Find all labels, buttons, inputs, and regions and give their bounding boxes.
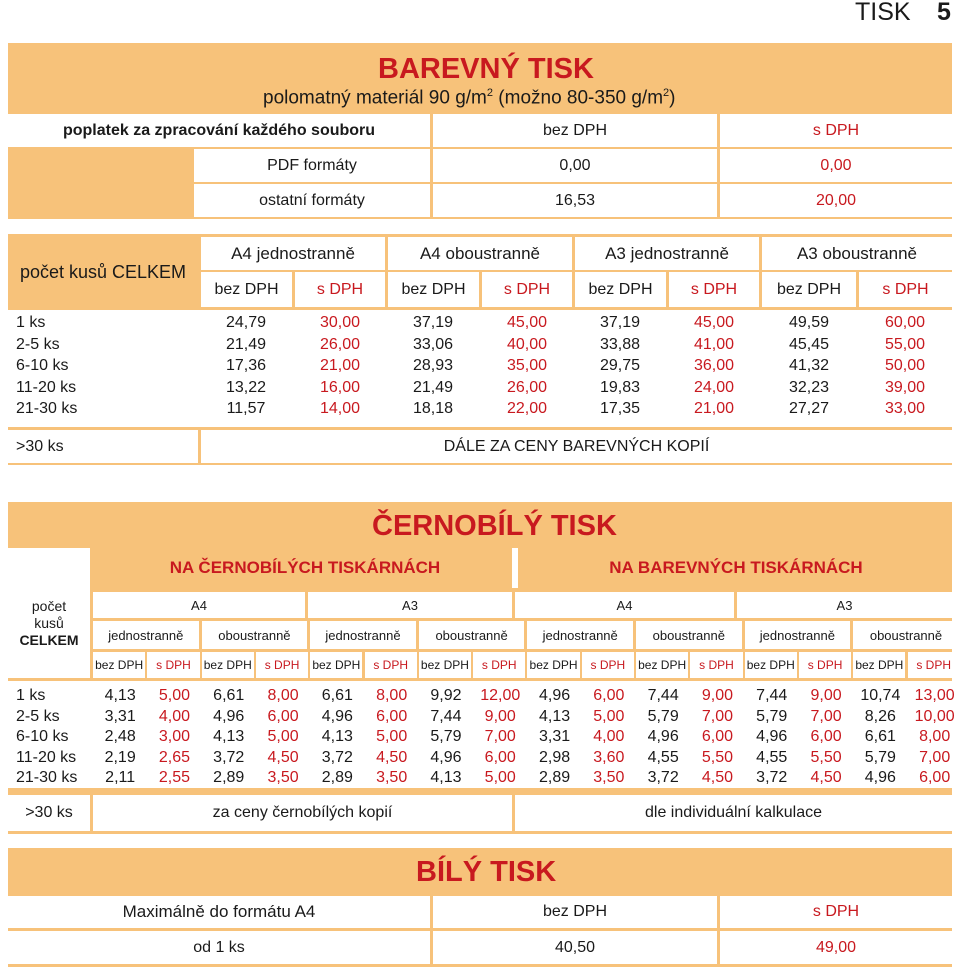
qty-label: 6-10 ks	[16, 357, 69, 374]
price-without-vat: 3,72	[756, 769, 788, 786]
price-with-vat: 7,00	[810, 707, 842, 725]
col-bez: bez DPH	[93, 652, 145, 678]
price-without-vat: 3,72	[647, 769, 679, 786]
price-without-vat: 2,89	[538, 769, 571, 786]
price-with-vat: 12,00	[480, 687, 521, 704]
price-with-vat: 41,00	[693, 335, 735, 353]
price-without-vat: 4,96	[430, 748, 462, 766]
price-with-vat: 9,00	[701, 687, 734, 704]
bw-qty-header: počet kusů CELKEM	[19, 598, 79, 648]
price-without-vat: 4,96	[647, 728, 679, 745]
fee-row-pdf	[8, 149, 952, 182]
white-header-row	[8, 896, 952, 928]
price-without-vat: 33,06	[412, 335, 454, 353]
price-with-vat: 9,00	[484, 707, 516, 725]
price-without-vat: 4,13	[213, 728, 245, 745]
price-without-vat: 4,13	[430, 769, 462, 786]
col-s: s DPH	[799, 652, 851, 678]
price-without-vat: 2,89	[321, 769, 353, 786]
price-with-vat: 3,50	[267, 769, 299, 786]
col-s: s DPH	[859, 272, 952, 307]
col-s: s DPH	[482, 272, 572, 307]
side-header: oboustranně	[853, 621, 959, 649]
price-without-vat: 4,55	[756, 748, 788, 766]
price-with-vat: 50,00	[884, 357, 926, 374]
white-price-row	[8, 931, 952, 964]
price-without-vat: 28,93	[412, 357, 454, 374]
format-a4-double: A4 oboustranně	[388, 237, 572, 270]
price-with-vat: 6,00	[484, 748, 516, 766]
price-with-vat: 16,00	[319, 378, 361, 396]
white-max-label: Maximálně do formátu A4	[8, 896, 430, 928]
price-with-vat: 6,00	[593, 687, 625, 704]
price-with-vat: 5,00	[593, 707, 625, 725]
price-without-vat: 2,98	[538, 748, 571, 766]
price-with-vat: 5,00	[376, 728, 408, 745]
col-s: s DPH	[147, 652, 199, 678]
qty-label: 6-10 ks	[16, 728, 69, 745]
price-without-vat: 24,79	[225, 314, 267, 331]
size-header: A4	[515, 592, 734, 618]
col-s: s DPH	[908, 652, 960, 678]
fee-value-s: 0,00	[720, 149, 952, 182]
price-with-vat: 5,00	[267, 728, 299, 745]
price-without-vat: 3,31	[538, 728, 571, 745]
price-with-vat: 24,00	[693, 378, 735, 396]
price-without-vat: 7,44	[647, 687, 679, 704]
price-with-vat: 40,00	[506, 335, 548, 353]
col-bez: bez DPH	[310, 652, 362, 678]
qty-label: 11-20 ks	[16, 748, 77, 766]
price-with-vat: 13,00	[914, 687, 955, 704]
price-without-vat: 41,32	[788, 357, 830, 374]
price-with-vat: 4,50	[810, 769, 842, 786]
price-with-vat: 4,50	[701, 769, 734, 786]
price-with-vat: 10,00	[914, 707, 955, 725]
price-with-vat: 36,00	[693, 357, 735, 374]
white-value-s: 49,00	[720, 931, 952, 964]
price-without-vat: 5,79	[756, 707, 788, 725]
price-with-vat: 21,00	[319, 357, 361, 374]
qty-label: 11-20 ks	[16, 378, 77, 396]
price-without-vat: 4,13	[538, 707, 571, 725]
fee-value-s: 20,00	[720, 184, 952, 217]
price-without-vat: 29,75	[599, 357, 641, 374]
white-col-s: s DPH	[720, 896, 952, 928]
qty-label: 1 ks	[16, 314, 46, 331]
price-without-vat: 2,48	[104, 728, 136, 745]
side-header: jednostranně	[745, 621, 851, 649]
price-with-vat: 4,00	[593, 728, 625, 745]
price-without-vat: 27,27	[788, 400, 830, 417]
col-bez: bez DPH	[419, 652, 471, 678]
price-without-vat: 7,44	[430, 707, 462, 725]
fee-col-bez: bez DPH	[433, 114, 717, 147]
col-bez: bez DPH	[636, 652, 688, 678]
price-with-vat: 8,00	[919, 728, 951, 745]
page-header-title: TISK	[855, 0, 911, 26]
fee-value-bez: 0,00	[433, 149, 717, 182]
size-header: A3	[737, 592, 952, 618]
price-with-vat: 21,00	[693, 400, 735, 417]
qty-label: 21-30 ks	[16, 769, 78, 786]
price-with-vat: 3,50	[593, 769, 625, 786]
price-with-vat: 45,00	[506, 314, 548, 331]
format-a3-single: A3 jednostranně	[575, 237, 759, 270]
white-value-bez: 40,50	[433, 931, 717, 964]
col-bez: bez DPH	[202, 652, 254, 678]
over30-bw-text: za ceny černobílých kopií	[93, 795, 512, 831]
price-with-vat: 3,50	[376, 769, 408, 786]
price-with-vat: 6,00	[810, 728, 842, 745]
color-print-title: BAREVNÝ TISK	[378, 53, 594, 85]
price-without-vat: 37,19	[599, 314, 641, 331]
col-s: s DPH	[365, 652, 417, 678]
size-header: A3	[308, 592, 512, 618]
price-without-vat: 4,96	[213, 707, 245, 725]
price-with-vat: 39,00	[884, 378, 926, 396]
col-bez: bez DPH	[575, 272, 666, 307]
price-with-vat: 55,00	[884, 335, 926, 353]
col-bez: bez DPH	[745, 652, 797, 678]
price-with-vat: 26,00	[506, 378, 548, 396]
col-s: s DPH	[295, 272, 385, 307]
price-with-vat: 4,50	[376, 748, 408, 766]
price-without-vat: 4,96	[756, 728, 788, 745]
price-without-vat: 21,49	[412, 378, 454, 396]
price-without-vat: 3,72	[321, 748, 353, 766]
price-with-vat: 4,50	[267, 748, 299, 766]
price-with-vat: 14,00	[319, 400, 361, 417]
bw-over30-row	[8, 795, 952, 831]
price-without-vat: 49,59	[788, 314, 830, 331]
price-without-vat: 3,31	[104, 707, 136, 725]
price-without-vat: 17,36	[225, 357, 267, 374]
qty-label: 2-5 ks	[16, 335, 60, 353]
price-without-vat: 3,72	[213, 748, 245, 766]
price-with-vat: 6,00	[919, 769, 951, 786]
col-s: s DPH	[690, 652, 742, 678]
group-divider	[512, 548, 518, 588]
col-bez: bez DPH	[388, 272, 479, 307]
price-with-vat: 5,00	[484, 769, 516, 786]
side-header: oboustranně	[636, 621, 742, 649]
price-without-vat: 5,79	[430, 728, 462, 745]
price-without-vat: 5,79	[647, 707, 679, 725]
price-without-vat: 4,13	[321, 728, 353, 745]
fee-label: PDF formáty	[194, 149, 430, 182]
price-without-vat: 6,61	[321, 687, 353, 704]
spacer	[8, 219, 952, 234]
over30-color-text: dle individuální kalkulace	[515, 795, 952, 831]
price-without-vat: 6,61	[213, 687, 245, 704]
side-header: jednostranně	[93, 621, 199, 649]
price-without-vat: 4,96	[538, 687, 571, 704]
size-header: A4	[93, 592, 305, 618]
price-with-vat: 4,00	[158, 707, 191, 725]
price-with-vat: 7,00	[701, 707, 734, 725]
group-color-printers: NA BAREVNÝCH TISKÁRNÁCH	[609, 558, 863, 577]
side-header: jednostranně	[527, 621, 633, 649]
over30-label: >30 ks	[8, 430, 198, 463]
price-with-vat: 22,00	[506, 400, 548, 417]
price-with-vat: 7,00	[484, 728, 516, 745]
price-without-vat: 32,23	[788, 378, 830, 396]
price-without-vat: 2,11	[105, 769, 136, 786]
col-s: s DPH	[669, 272, 759, 307]
price-with-vat: 60,00	[884, 314, 926, 331]
format-a4-single: A4 jednostranně	[201, 237, 385, 270]
over30-label: >30 ks	[8, 795, 90, 831]
price-without-vat: 2,89	[213, 769, 245, 786]
side-header: oboustranně	[419, 621, 525, 649]
fee-label: poplatek za zpracování každého souboru	[8, 114, 430, 147]
white-col-bez: bez DPH	[433, 896, 717, 928]
page-number: 5	[937, 0, 951, 26]
price-with-vat: 2,55	[158, 769, 191, 786]
price-without-vat: 6,61	[864, 728, 896, 745]
col-bez: bez DPH	[527, 652, 579, 678]
qty-header: počet kusů CELKEM	[19, 261, 187, 282]
price-with-vat: 7,00	[919, 748, 951, 766]
price-without-vat: 10,74	[860, 687, 901, 704]
price-without-vat: 5,79	[864, 748, 896, 766]
price-with-vat: 5,50	[701, 748, 734, 766]
price-without-vat: 2,19	[104, 748, 136, 766]
price-without-vat: 9,92	[430, 687, 462, 704]
qty-label: 2-5 ks	[16, 707, 60, 725]
price-with-vat: 5,00	[158, 687, 191, 704]
white-print-title: BÍLÝ TISK	[416, 856, 557, 888]
price-without-vat: 18,18	[412, 400, 454, 417]
vat-header-row	[8, 272, 952, 307]
price-without-vat: 8,26	[864, 707, 896, 725]
col-s: s DPH	[582, 652, 634, 678]
price-with-vat: 5,50	[810, 748, 842, 766]
format-a3-double: A3 oboustranně	[762, 237, 952, 270]
price-with-vat: 6,00	[376, 707, 408, 725]
price-without-vat: 4,55	[647, 748, 679, 766]
price-without-vat: 7,44	[756, 687, 788, 704]
price-with-vat: 6,00	[701, 728, 734, 745]
price-with-vat: 8,00	[267, 687, 299, 704]
over30-text: DÁLE ZA CENY BAREVNÝCH KOPIÍ	[201, 430, 952, 463]
color-print-subtitle: polomatný materiál 90 $g/m^2$ (možno 80-350 $g/m^2$)	[263, 87, 676, 109]
col-bez: bez DPH	[201, 272, 292, 307]
price-with-vat: 2,65	[158, 748, 191, 766]
price-with-vat: 35,00	[506, 357, 548, 374]
white-row-label: od 1 ks	[8, 931, 430, 964]
side-header: oboustranně	[202, 621, 308, 649]
col-s: s DPH	[256, 652, 308, 678]
white-print-section	[8, 848, 952, 967]
bw-print-section	[8, 502, 955, 834]
fee-col-s: s DPH	[720, 114, 952, 147]
fee-value-bez: 16,53	[433, 184, 717, 217]
price-without-vat: 4,96	[321, 707, 353, 725]
price-with-vat: 26,00	[319, 335, 361, 353]
side-header: jednostranně	[310, 621, 416, 649]
price-with-vat: 3,00	[158, 728, 191, 745]
col-s: s DPH	[473, 652, 525, 678]
group-bw-printers: NA ČERNOBÍLÝCH TISKÁRNÁCH	[169, 558, 441, 577]
over30-row	[8, 430, 952, 463]
price-without-vat: 21,49	[225, 335, 267, 353]
price-with-vat: 3,60	[593, 748, 625, 766]
color-print-section	[8, 43, 952, 465]
fee-label: ostatní formáty	[194, 184, 430, 217]
price-without-vat: 17,35	[599, 400, 641, 417]
qty-label: 21-30 ks	[16, 400, 78, 417]
price-with-vat: 6,00	[267, 707, 299, 725]
price-without-vat: 13,22	[225, 378, 267, 396]
fee-header-row	[8, 114, 952, 147]
fee-row-other	[8, 184, 952, 217]
price-without-vat: 4,13	[104, 687, 136, 704]
qty-label: 1 ks	[16, 687, 46, 704]
col-bez: bez DPH	[762, 272, 856, 307]
price-without-vat: 33,88	[599, 335, 641, 353]
price-without-vat: 11,57	[226, 400, 266, 417]
format-header-row	[8, 237, 952, 270]
col-bez: bez DPH	[853, 652, 905, 678]
price-without-vat: 37,19	[412, 314, 454, 331]
price-without-vat: 4,96	[864, 769, 896, 786]
bw-print-title: ČERNOBÍLÝ TISK	[372, 510, 617, 542]
price-without-vat: 45,45	[788, 335, 830, 353]
price-with-vat: 8,00	[376, 687, 408, 704]
price-with-vat: 9,00	[810, 687, 842, 704]
price-without-vat: 19,83	[599, 378, 641, 396]
price-with-vat: 45,00	[693, 314, 735, 331]
price-with-vat: 30,00	[319, 314, 361, 331]
price-with-vat: 33,00	[884, 400, 926, 417]
